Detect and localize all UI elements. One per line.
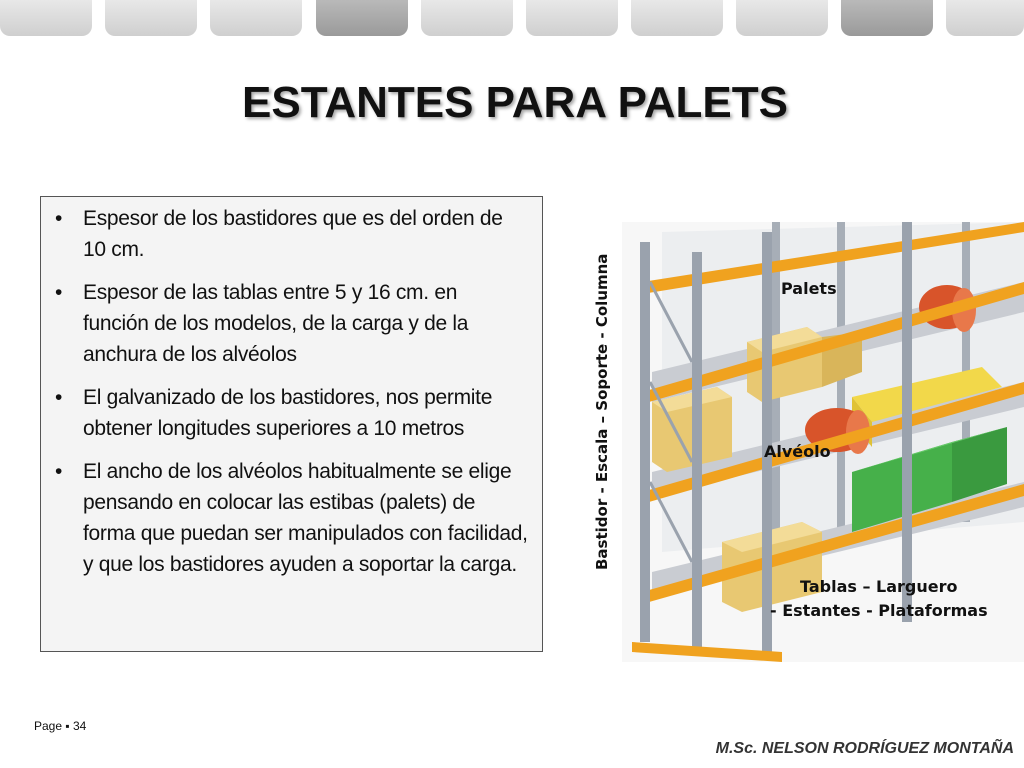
pallet-rack-illustration (622, 222, 1024, 662)
bullet-dot: • (55, 281, 63, 304)
top-tab (946, 0, 1024, 36)
label-tablas-1: Tablas – Larguero (800, 577, 958, 596)
page-number-value: 34 (72, 719, 87, 733)
top-tab-bar (0, 0, 1024, 38)
top-tab-active (316, 0, 408, 36)
bullet-item (55, 203, 528, 265)
bullet-item (55, 277, 528, 370)
top-tab (0, 0, 92, 36)
label-tablas-2: - Estantes - Plataformas (770, 601, 988, 620)
slide-title: ESTANTES PARA PALETS (242, 78, 788, 127)
top-tab (526, 0, 618, 36)
top-tab (631, 0, 723, 36)
top-tab (421, 0, 513, 36)
page-label: Page (34, 719, 63, 733)
bullet-dot: • (55, 460, 63, 483)
bullet-dot: • (55, 207, 63, 230)
bullet-text: Espesor de los bastidores que es del orden de 10 cm. (83, 207, 503, 261)
top-tab (210, 0, 302, 36)
author-name: M.Sc. NELSON RODRÍGUEZ MONTAÑA (715, 740, 1014, 757)
page-number (34, 719, 86, 733)
page-separator: ▪ (65, 719, 70, 733)
label-alveolo: Alvéolo (764, 442, 831, 461)
bullet-text: El galvanizado de los bastidores, nos permite obtener longitudes superiores a 10 metros (83, 386, 493, 440)
label-palets: Palets (781, 279, 837, 298)
bullet-item (55, 456, 528, 580)
top-tab (105, 0, 197, 36)
bullet-item (55, 382, 528, 444)
top-tab-active (841, 0, 933, 36)
bullet-text-box (40, 196, 543, 652)
bullet-list (55, 203, 528, 580)
bullet-dot: • (55, 386, 63, 409)
bastidor-vertical-label: Bastidor - Escala – Soporte - Columna (593, 253, 611, 571)
top-tab (736, 0, 828, 36)
bullet-text: Espesor de las tablas entre 5 y 16 cm. en función de los modelos, de la carga y de la anchura de los alvéolos (83, 281, 469, 366)
bullet-text: El ancho de los alvéolos habitualmente se elige pensando en colocar las estibas (palets) de forma que puedan ser manipulados con facilidad, y que los bastidores ayuden a soportar la carga. (83, 460, 528, 576)
